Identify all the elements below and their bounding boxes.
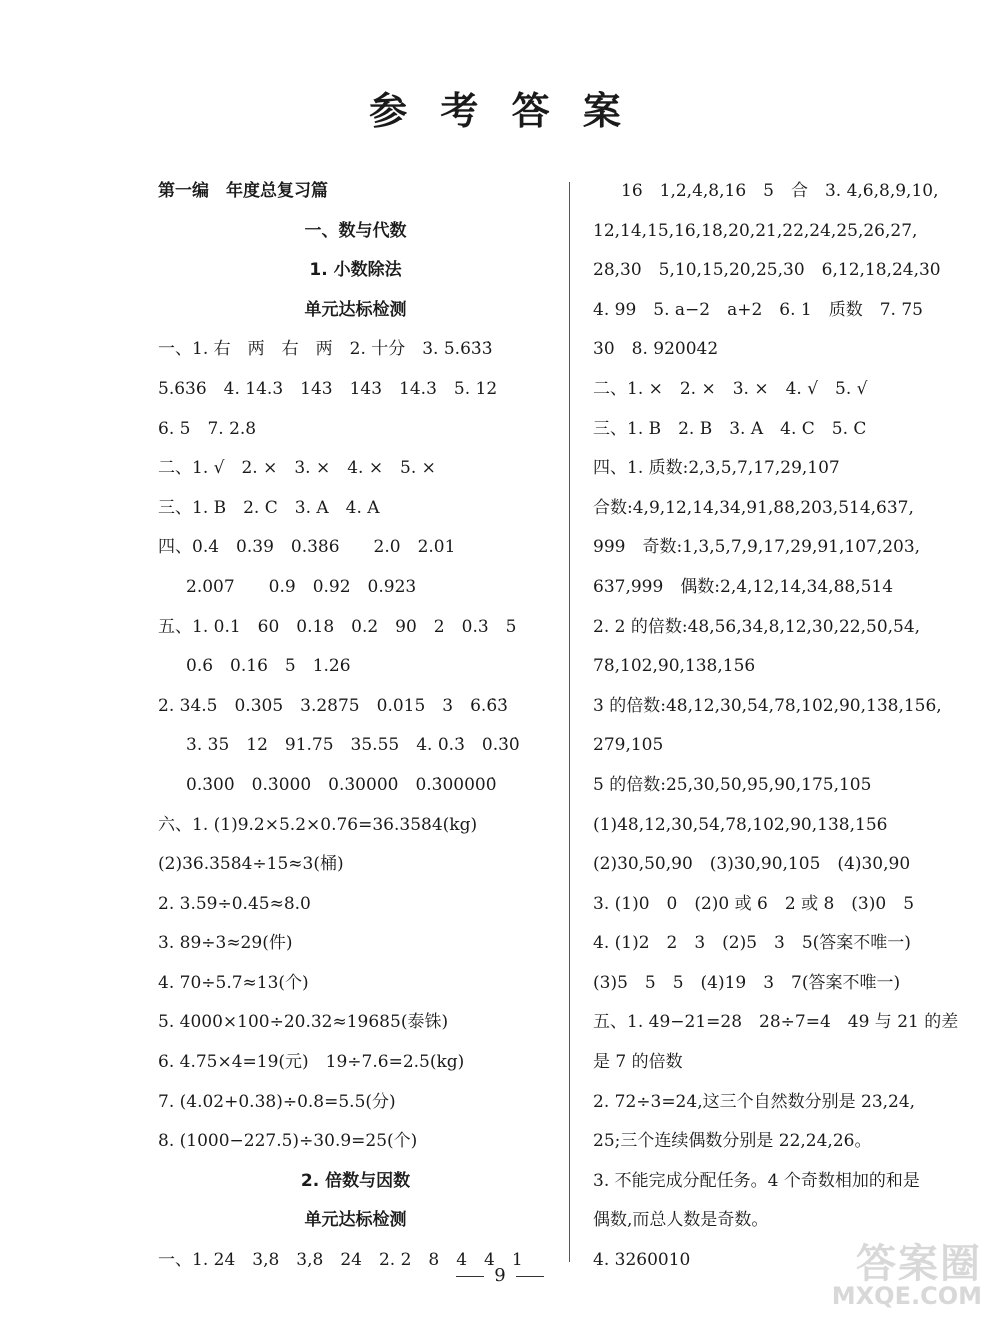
- answer-line: 12,14,15,16,18,20,21,22,24,25,26,27,: [593, 220, 918, 241]
- watermark-text: 答案圈: [856, 1241, 982, 1287]
- answer-line: 单元达标检测: [304, 1210, 407, 1231]
- answer-line: 2. 72÷3=24,这三个自然数分别是 23,24,: [593, 1091, 916, 1112]
- page-number: 9: [494, 1265, 506, 1286]
- answer-line: 0.3̇00̇ 0.3̇000̇ 0.3̇0000̇ 0.3̇00000̇: [186, 774, 497, 795]
- answer-line: 三、1. B 2. B 3. A 4. C 5. C: [593, 418, 867, 439]
- answer-line: (2)30,50,90 (3)30,90,105 (4)30,90: [593, 854, 911, 875]
- answer-line: 2. 3.59÷0.45≈8.0: [158, 893, 311, 914]
- answer-line: (3)5 5 5 (4)19 3 7(答案不唯一): [593, 972, 901, 993]
- answer-line: 999 奇数:1,3,5,7,9,17,29,91,107,203,: [593, 537, 921, 558]
- answer-line: 279,105: [593, 735, 664, 756]
- answer-line: 6. 5 7. 2.8: [158, 418, 257, 439]
- answer-line: 第一编 年度总复习篇: [158, 181, 328, 201]
- answer-line: 2. 2 的倍数:48,56,34,8,12,30,22,50,54,: [593, 616, 921, 637]
- answer-line: 四、1. 质数:2,3,5,7,17,29,107: [593, 458, 840, 479]
- answer-line: 合数:4,9,12,14,34,91,88,203,514,637,: [593, 497, 914, 518]
- right-column: [593, 172, 985, 1281]
- answer-line: 3. (1)0 0 (2)0 或 6 2 或 8 (3)0 5: [593, 893, 915, 914]
- answer-line: 5 的倍数:25,30,50,95,90,175,105: [593, 774, 872, 795]
- answer-line: 637,999 偶数:2,4,12,14,34,88,514: [593, 576, 894, 597]
- footer-dash-left: [456, 1276, 484, 1277]
- answer-line: 六、1. (1)9.2×5.2×0.76=36.3584(kg): [158, 814, 478, 835]
- answer-line: 2. 34.5 0.305 3.2875 0.015 3 6.6̇3̇: [158, 695, 508, 716]
- page-title: 参 考 答 案: [369, 88, 631, 133]
- answer-line: 一、1. 右 两 右 两 2. 十分 3. 5.63̇3̇: [158, 339, 493, 360]
- answer-line: 1. 小数除法: [309, 260, 402, 281]
- answer-line: 5.636 4. 14.3 143 143 14.3 5. 12: [158, 378, 498, 399]
- answer-line: 单元达标检测: [304, 299, 407, 320]
- answer-line: 0.6 0.16 5 1.26: [186, 656, 351, 677]
- answer-line: (1)48,12,30,54,78,102,90,138,156: [593, 814, 888, 835]
- answer-line: 2. 倍数与因数: [300, 1170, 411, 1191]
- answer-line: (2)36.3584÷15≈3(桶): [158, 854, 344, 875]
- answer-line: 五、1. 0.1 60 0.18 0.2 90 2 0.3 5: [158, 616, 517, 637]
- watermark-url: MXQE.COM: [831, 1282, 982, 1310]
- answer-line: 16 1,2,4,8,16 5 合 3. 4,6,8,9,10,: [621, 181, 939, 201]
- answer-line: 四、0.4 0.39 0.386 2.0 2.01: [158, 537, 456, 558]
- answer-line: 一、1. 24 3,8 3,8 24 2. 2 8 4 4 1: [158, 1250, 523, 1271]
- answer-line: 3. 不能完成分配任务。4 个奇数相加的和是: [593, 1170, 920, 1191]
- answer-line: 25;三个连续偶数分别是 22,24,26。: [593, 1131, 872, 1152]
- answer-line: 一、数与代数: [304, 220, 407, 241]
- answer-line: 偶数,而总人数是奇数。: [593, 1210, 769, 1231]
- footer-dash-right: [516, 1276, 544, 1277]
- answer-line: 五、1. 49−21=28 28÷7=4 49 与 21 的差: [593, 1012, 959, 1033]
- answer-line: 4. 99 5. a−2 a+2 6. 1 质数 7. 75: [593, 299, 923, 320]
- answer-line: 3. 35 12 91.75 35.55 4. 0.3̇ 0.3̇0̇: [186, 735, 520, 756]
- answer-line: 三、1. B 2. C 3. A 4. A: [158, 497, 380, 518]
- answer-line: 二、1. × 2. × 3. × 4. √ 5. √: [593, 378, 868, 399]
- answer-line: 6. 4.75×4=19(元) 19÷7.6=2.5(kg): [158, 1052, 465, 1073]
- left-column: [158, 172, 553, 1281]
- answer-line: 28,30 5,10,15,20,25,30 6,12,18,24,30: [593, 260, 941, 281]
- answer-line: 2.007 0.9 0.92 0.923: [186, 576, 417, 597]
- answer-line: 4. 3260010: [593, 1250, 691, 1271]
- answer-line: 4. (1)2 2 3 (2)5 3 5(答案不唯一): [593, 933, 911, 954]
- answer-line: 二、1. √ 2. × 3. × 4. × 5. ×: [158, 458, 436, 479]
- answer-line: 是 7 的倍数: [593, 1052, 683, 1073]
- answer-line: 5. 4000×100÷20.32≈19685(泰铢): [158, 1012, 449, 1033]
- answer-line: 7. (4.02+0.38)÷0.8=5.5(分): [158, 1091, 396, 1112]
- answer-line: 78,102,90,138,156: [593, 656, 756, 677]
- column-divider: [569, 182, 570, 1262]
- answer-line: 8. (1000−227.5)÷30.9=25(个): [158, 1131, 418, 1152]
- answer-line: 4. 70÷5.7≈13(个): [158, 972, 309, 993]
- watermark-logo: [790, 1230, 990, 1315]
- answer-line: 3 的倍数:48,12,30,54,78,102,90,138,156,: [593, 695, 942, 716]
- answer-line: 30 8. 920042: [593, 339, 719, 360]
- answer-line: 3. 89÷3≈29(件): [158, 933, 293, 954]
